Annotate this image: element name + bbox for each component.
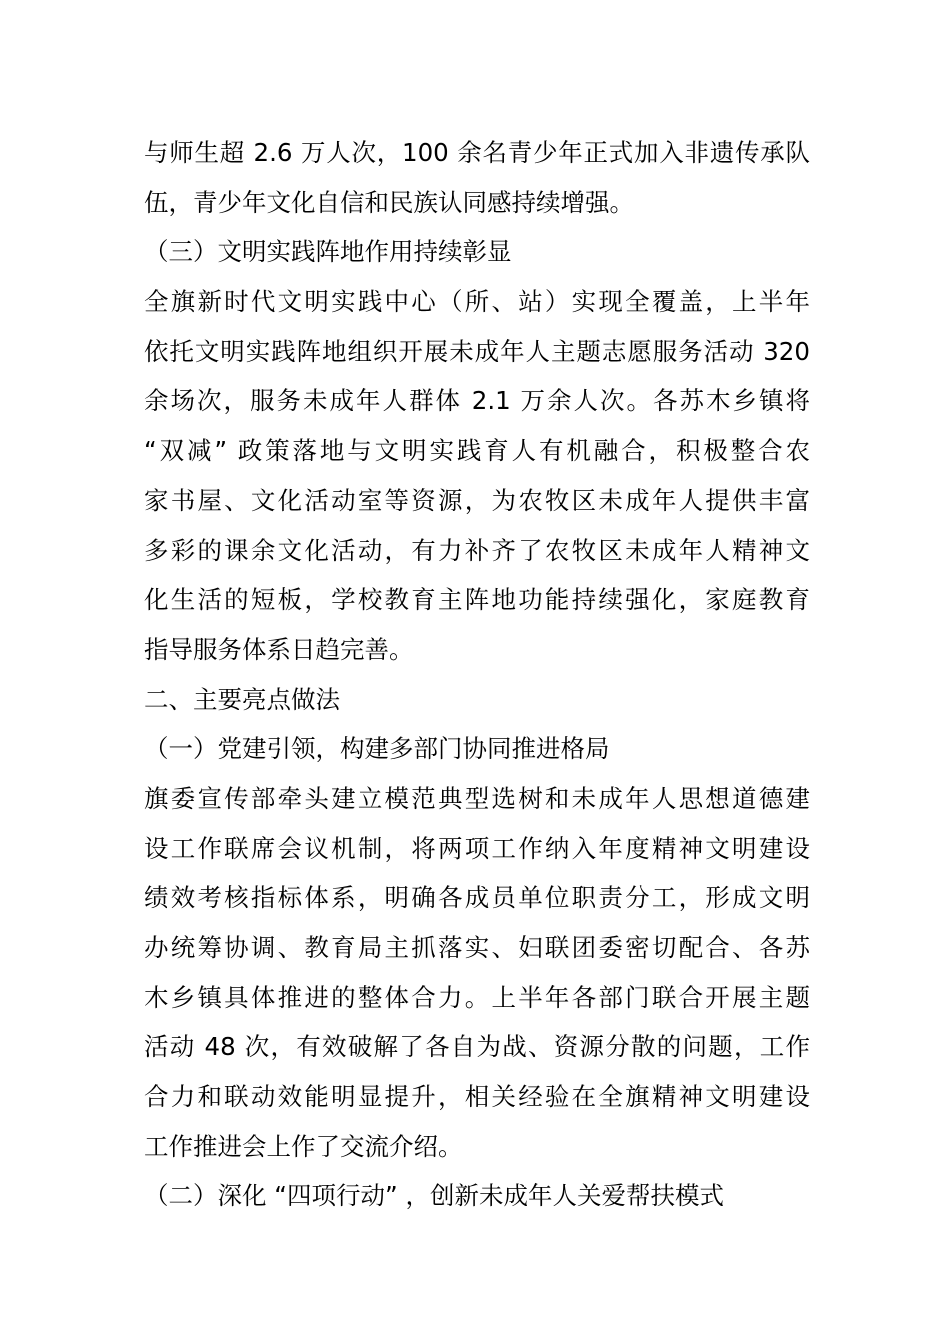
chapter-heading: 二、主要亮点做法 xyxy=(144,684,340,714)
paragraph-line: 设工作联席会议机制，将两项工作纳入年度精神文明建设 xyxy=(144,833,810,863)
paragraph-line: 工作推进会上作了交流介绍。 xyxy=(144,1131,463,1161)
paragraph-line: 木乡镇具体推进的整体合力。上半年各部门联合开展主题 xyxy=(144,982,810,1012)
paragraph-line: “双减” 政策落地与文明实践育人有机融合，积极整合农 xyxy=(144,436,810,466)
paragraph-line: 与师生超 2.6 万人次，100 余名青少年正式加入非遗传承队 xyxy=(144,138,810,167)
paragraph-line: 合力和联动效能明显提升，相关经验在全旗精神文明建设 xyxy=(144,1082,810,1112)
document-body xyxy=(144,128,810,1221)
paragraph-line: 绩效考核指标体系，明确各成员单位职责分工，形成文明 xyxy=(144,883,810,913)
paragraph-line: 余场次，服务未成年人群体 2.1 万余人次。各苏木乡镇将 xyxy=(144,386,810,416)
section-heading: （三）文明实践阵地作用持续彰显 xyxy=(144,237,512,267)
paragraph-line: 家书屋、文化活动室等资源，为农牧区未成年人提供丰富 xyxy=(144,485,810,515)
paragraph-line: 办统筹协调、教育局主抓落实、妇联团委密切配合、各苏 xyxy=(144,933,810,962)
paragraph-line: 伍，青少年文化自信和民族认同感持续增强。 xyxy=(144,187,634,217)
paragraph-line: 依托文明实践阵地组织开展未成年人主题志愿服务活动 320 xyxy=(144,336,810,366)
section-heading: （一）党建引领，构建多部门协同推进格局 xyxy=(144,734,610,764)
paragraph-line: 多彩的课余文化活动，有力补齐了农牧区未成年人精神文 xyxy=(144,535,810,565)
paragraph-line: 活动 48 次，有效破解了各自为战、资源分散的问题，工作 xyxy=(144,1032,810,1062)
paragraph-line: 旗委宣传部牵头建立模范典型选树和未成年人思想道德建 xyxy=(144,783,810,813)
paragraph-line: 化生活的短板，学校教育主阵地功能持续强化，家庭教育 xyxy=(144,585,810,615)
paragraph-line: 全旗新时代文明实践中心（所、站）实现全覆盖，上半年 xyxy=(144,287,810,317)
paragraph-line: 指导服务体系日趋完善。 xyxy=(144,634,414,664)
section-heading: （二）深化 “四项行动” ，创新未成年人关爱帮扶模式 xyxy=(144,1181,724,1211)
